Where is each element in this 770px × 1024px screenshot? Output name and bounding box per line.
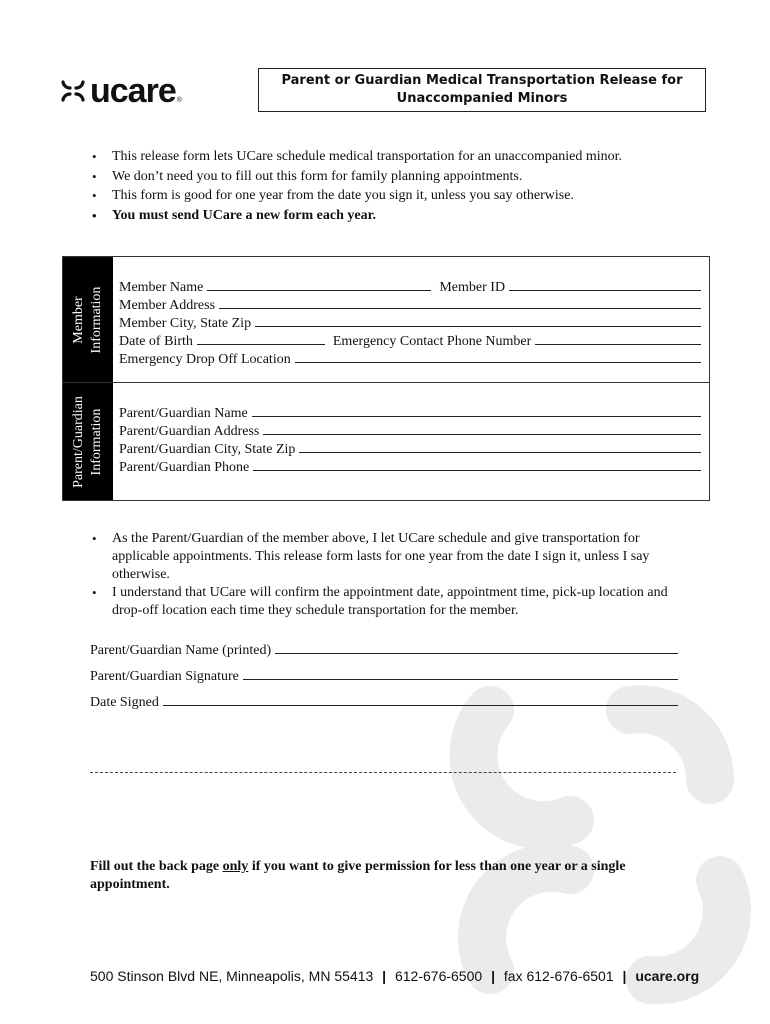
guardian-phone-row	[119, 457, 701, 475]
footer-website-link[interactable]: ucare.org	[635, 968, 700, 984]
member-address-label: Member Address	[119, 298, 216, 313]
signature-row	[90, 666, 678, 684]
footer-contact	[90, 968, 730, 984]
date-signed-label: Date Signed	[90, 695, 159, 710]
member-id-label: Member ID	[439, 280, 506, 295]
guardian-section-label	[70, 396, 106, 488]
permission-bullet-list	[90, 530, 680, 620]
member-fields	[113, 257, 709, 382]
member-city-label: Member City, State Zip	[119, 316, 252, 331]
member-section-label	[70, 286, 106, 353]
form-title-line2: Unaccompanied Minors	[396, 91, 568, 106]
member-label-line2: Information	[89, 286, 104, 353]
member-address-row	[119, 295, 701, 313]
note-underlined-word: only	[222, 859, 249, 874]
member-name-label: Member Name	[119, 280, 204, 295]
footer-address: 500 Stinson Blvd NE, Minneapolis, MN 55413	[90, 968, 374, 984]
signature-field[interactable]	[243, 666, 678, 680]
member-section-sidebar	[63, 257, 113, 382]
member-id-field[interactable]	[509, 277, 701, 291]
date-signed-row	[90, 692, 678, 710]
permission-bullet: • I understand that UCare will confirm the appointment date, appointment time, pick-up location and drop-off location each time they schedule transportation for the member.	[90, 584, 680, 620]
member-dropoff-row	[119, 349, 701, 367]
dropoff-location-label: Emergency Drop Off Location	[119, 352, 291, 367]
permission-bullet: • As the Parent/Guardian of the member above, I let UCare schedule and give transportation for applicable appointments. This release form lasts for one year from the date I sign it, unless I say otherwise.	[90, 530, 680, 584]
date-signed-field[interactable]	[163, 692, 678, 706]
guardian-name-field[interactable]	[252, 403, 701, 417]
printed-name-row	[90, 640, 678, 658]
member-city-row	[119, 313, 701, 331]
guardian-fields	[113, 383, 709, 500]
intro-bullet: • We don’t need you to fill out this form for family planning appointments.	[90, 167, 730, 187]
guardian-city-row	[119, 439, 701, 457]
cut-line-divider	[90, 772, 676, 773]
guardian-section-sidebar	[63, 383, 113, 500]
member-information-section	[63, 257, 709, 383]
guardian-information-section	[63, 383, 709, 500]
ucare-logo	[60, 74, 182, 108]
signature-label: Parent/Guardian Signature	[90, 669, 239, 684]
intro-bullet: • This form is good for one year from the date you sign it, unless you say otherwise.	[90, 186, 730, 206]
guardian-label-line1: Parent/Guardian	[71, 395, 86, 488]
member-dob-field[interactable]	[197, 331, 325, 345]
guardian-label-line2: Information	[89, 408, 104, 475]
dropoff-location-field[interactable]	[295, 349, 701, 363]
guardian-name-row	[119, 403, 701, 421]
guardian-name-label: Parent/Guardian Name	[119, 406, 248, 421]
information-table	[62, 256, 710, 501]
form-title-box	[258, 68, 706, 112]
member-name-field[interactable]	[207, 277, 431, 291]
footer-separator: |	[382, 968, 387, 984]
guardian-city-label: Parent/Guardian City, State Zip	[119, 442, 296, 457]
member-dob-label: Date of Birth	[119, 334, 193, 349]
member-name-row	[119, 277, 701, 295]
guardian-address-row	[119, 421, 701, 439]
guardian-address-field[interactable]	[263, 421, 701, 435]
member-address-field[interactable]	[219, 295, 701, 309]
emergency-phone-field[interactable]	[535, 331, 701, 345]
footer-phone: 612-676-6500	[394, 968, 483, 984]
emergency-phone-label: Emergency Contact Phone Number	[332, 334, 532, 349]
logo-registered-mark: ®	[176, 97, 182, 104]
form-title-line1: Parent or Guardian Medical Transportation Release for	[281, 73, 683, 88]
back-page-note	[90, 858, 690, 894]
footer-fax: fax 612-676-6501	[503, 968, 614, 984]
guardian-phone-label: Parent/Guardian Phone	[119, 460, 250, 475]
footer-separator: |	[491, 968, 495, 984]
member-dob-row	[119, 331, 701, 349]
footer-separator: |	[622, 968, 627, 984]
logo-text: ucare	[90, 72, 176, 110]
printed-name-label: Parent/Guardian Name (printed)	[90, 643, 272, 658]
intro-bullet: • This release form lets UCare schedule medical transportation for an unaccompanied minor.	[90, 147, 730, 167]
guardian-address-label: Parent/Guardian Address	[119, 424, 260, 439]
note-text-end: if you want to give permission for less than one year or a single appointment.	[90, 859, 626, 892]
intro-bullet-list	[90, 147, 730, 225]
printed-name-field[interactable]	[275, 640, 678, 654]
guardian-phone-field[interactable]	[253, 457, 701, 471]
member-label-line1: Member	[71, 295, 86, 344]
member-city-field[interactable]	[255, 313, 701, 327]
ucare-mark-icon	[60, 78, 86, 104]
note-text-start: Fill out the back page	[90, 859, 223, 874]
guardian-city-field[interactable]	[299, 439, 701, 453]
intro-bullet-emphasis: • You must send UCare a new form each year.	[90, 206, 730, 226]
signature-area	[90, 640, 678, 718]
